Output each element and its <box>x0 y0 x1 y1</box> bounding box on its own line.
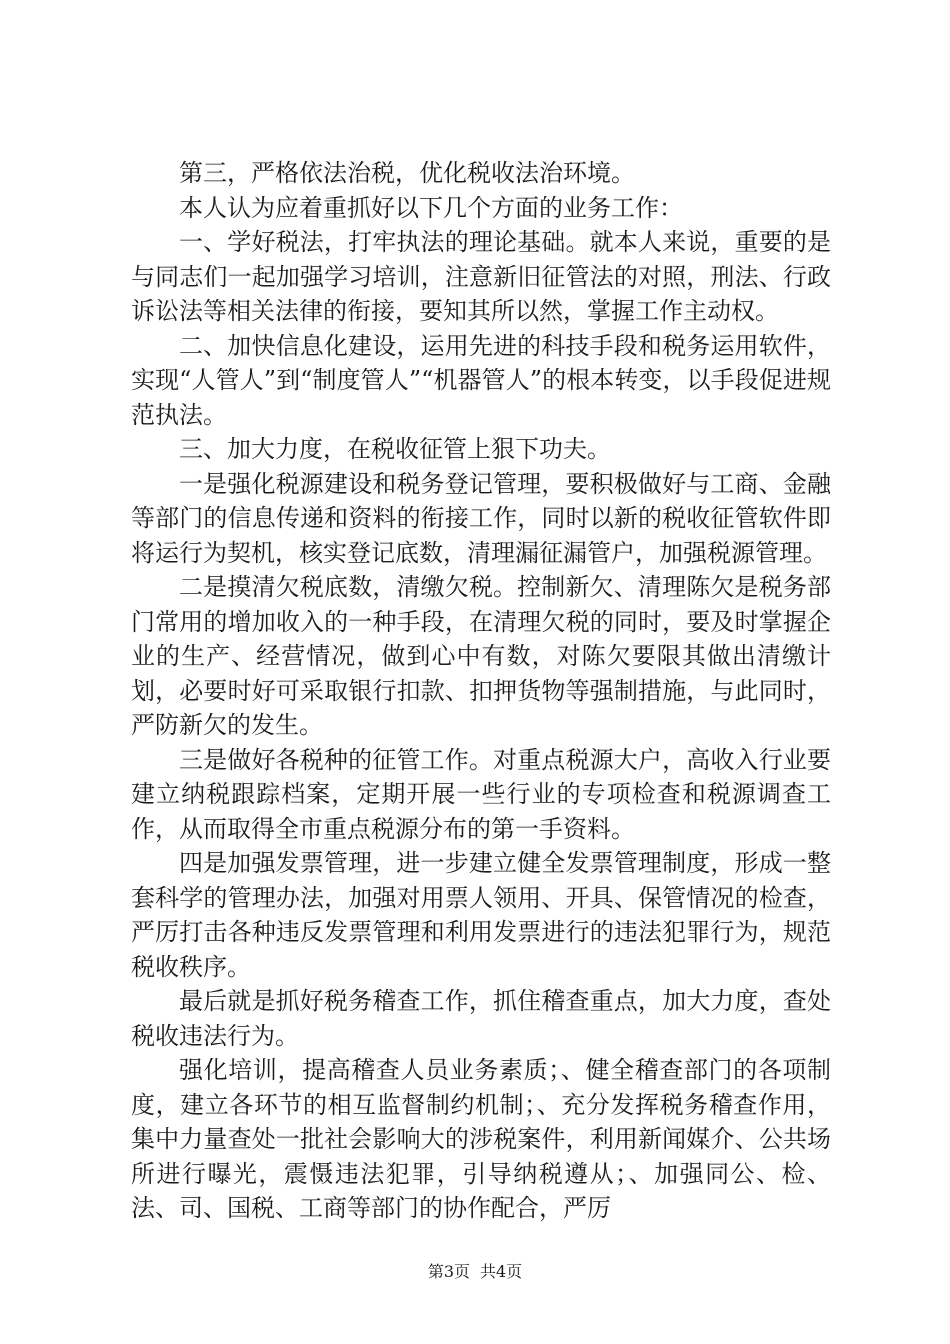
page-number-current: 第3页 <box>427 1262 470 1281</box>
paragraph-11: 强化培训，提高稽查人员业务素质；、健全稽查部门的各项制度，建立各环节的相互监督制约机制；、充分发挥税务稽查作用，集中力量查处一批社会影响大的涉税案件，利用新闻媒介、公共场所进行曝光，震慑违法犯罪，引导纳税遵从；、加强同公、检、法、司、国税、工商等部门的协作配合，严厉 <box>131 1056 831 1222</box>
paragraph-6: 一是强化税源建设和税务登记管理，要积极做好与工商、金融等部门的信息传递和资料的衔接工作，同时以新的税收征管软件即将运行为契机，核实登记底数，清理漏征漏管户，加强税源管理。 <box>131 469 831 567</box>
paragraph-4: 二、加快信息化建设，运用先进的科技手段和税务运用软件，实现“人管人”到“制度管人”“机器管人”的根本转变，以手段促进规范执法。 <box>131 331 831 429</box>
paragraph-2: 本人认为应着重抓好以下几个方面的业务工作： <box>179 193 683 222</box>
page-number-total: 共4页 <box>480 1262 523 1281</box>
page-footer <box>0 1262 950 1282</box>
paragraph-3: 一、学好税法，打牢执法的理论基础。就本人来说，重要的是与同志们一起加强学习培训，注意新旧征管法的对照，刑法、行政诉讼法等相关法律的衔接，要知其所以然，掌握工作主动权。 <box>131 228 831 325</box>
document-body <box>131 156 831 1226</box>
paragraph-9: 四是加强发票管理，进一步建立健全发票管理制度，形成一整套科学的管理办法，加强对用票人领用、开具、保管情况的检查，严厉打击各种违反发票管理和利用发票进行的违法犯罪行为，规范税收秩序。 <box>131 849 831 981</box>
paragraph-8: 三是做好各税种的征管工作。对重点税源大户，高收入行业要建立纳税跟踪档案，定期开展一些行业的专项检查和税源调查工作，从而取得全市重点税源分布的第一手资料。 <box>131 745 831 843</box>
paragraph-7: 二是摸清欠税底数，清缴欠税。控制新欠、清理陈欠是税务部门常用的增加收入的一种手段，在清理欠税的同时，要及时掌握企业的生产、经营情况，做到心中有数，对陈欠要限其做出清缴计划，必要时好可采取银行扣款、扣押货物等强制措施，与此同时，严防新欠的发生。 <box>131 573 831 739</box>
paragraph-10: 最后就是抓好税务稽查工作，抓住稽查重点，加大力度，查处税收违法行为。 <box>131 987 831 1050</box>
paragraph-5: 三、加大力度，在税收征管上狠下功夫。 <box>179 435 611 463</box>
paragraph-1: 第三，严格依法治税，优化税收法治环境。 <box>179 159 635 187</box>
